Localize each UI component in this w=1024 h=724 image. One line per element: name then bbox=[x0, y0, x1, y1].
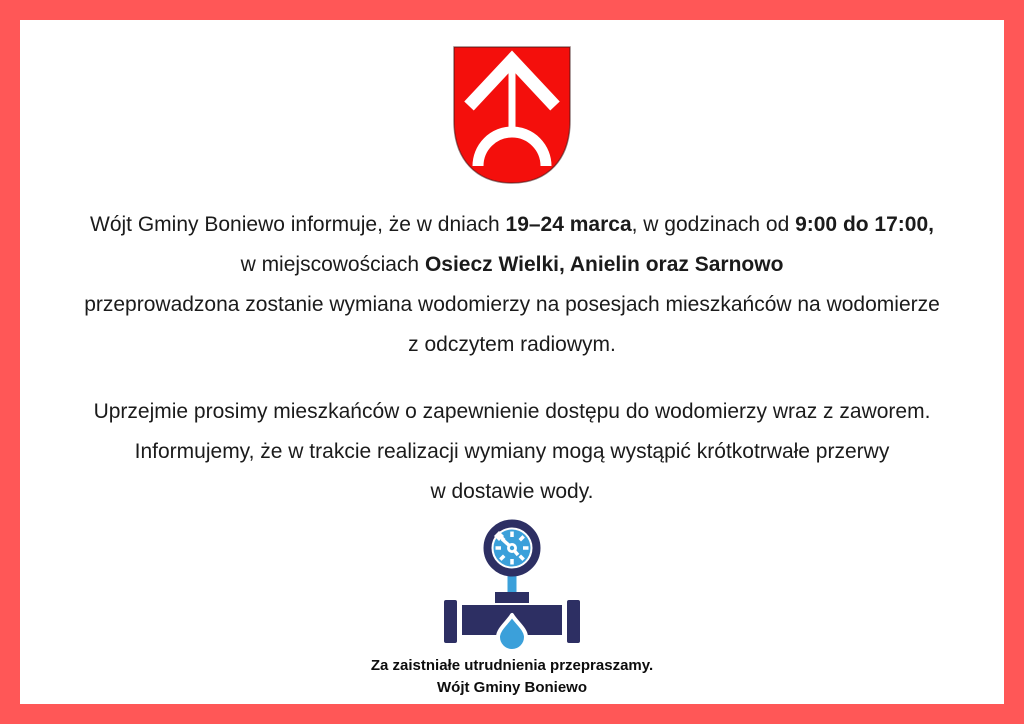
gauge-dial bbox=[488, 524, 537, 573]
pipe-flange-left bbox=[444, 600, 457, 643]
signature-line: Wójt Gminy Boniewo bbox=[437, 679, 587, 696]
dates-highlight: 19–24 marca bbox=[505, 213, 632, 236]
announcement-line-3: przeprowadzona zostanie wymiana wodomierzy na posesjach mieszkańców na wodomierze bbox=[84, 293, 940, 316]
request-line-3: w dostawie wody. bbox=[430, 480, 594, 503]
signature-block bbox=[20, 655, 1004, 699]
coat-of-arms bbox=[452, 45, 572, 185]
hours-highlight: 9:00 do 17:00, bbox=[795, 213, 934, 236]
request-line-2: Informujemy, że w trakcie realizacji wymiany mogą wystąpić krótkotrwałe przerwy bbox=[134, 440, 890, 463]
boniewo-crest-icon bbox=[452, 45, 572, 185]
apology-line: Za zaistniałe utrudnienia przepraszamy. bbox=[370, 657, 654, 674]
announcement-line-2 bbox=[20, 245, 1004, 285]
request-paragraph bbox=[20, 392, 1004, 512]
water-meter-pipe-icon bbox=[442, 515, 582, 655]
text-segment: , w godzinach od bbox=[631, 213, 796, 236]
announcement-line-4: z odczytem radiowym. bbox=[408, 333, 616, 356]
villages-highlight: Osiecz Wielki, Anielin oraz Sarnowo bbox=[424, 253, 784, 276]
request-line-1: Uprzejmie prosimy mieszkańców o zapewnienie dostępu do wodomierzy wraz z zaworem. bbox=[93, 400, 931, 423]
announcement-paragraph bbox=[20, 205, 1004, 365]
water-meter-icon bbox=[442, 515, 582, 655]
text-segment: w miejscowościach bbox=[240, 253, 425, 276]
crest-arrow-shaft bbox=[509, 63, 516, 135]
valve-cap bbox=[495, 592, 529, 603]
pipe-flange-right bbox=[567, 600, 580, 643]
announcement-line-1 bbox=[20, 205, 1004, 245]
text-segment: Wójt Gminy Boniewo informuje, że w dniach bbox=[90, 213, 506, 236]
